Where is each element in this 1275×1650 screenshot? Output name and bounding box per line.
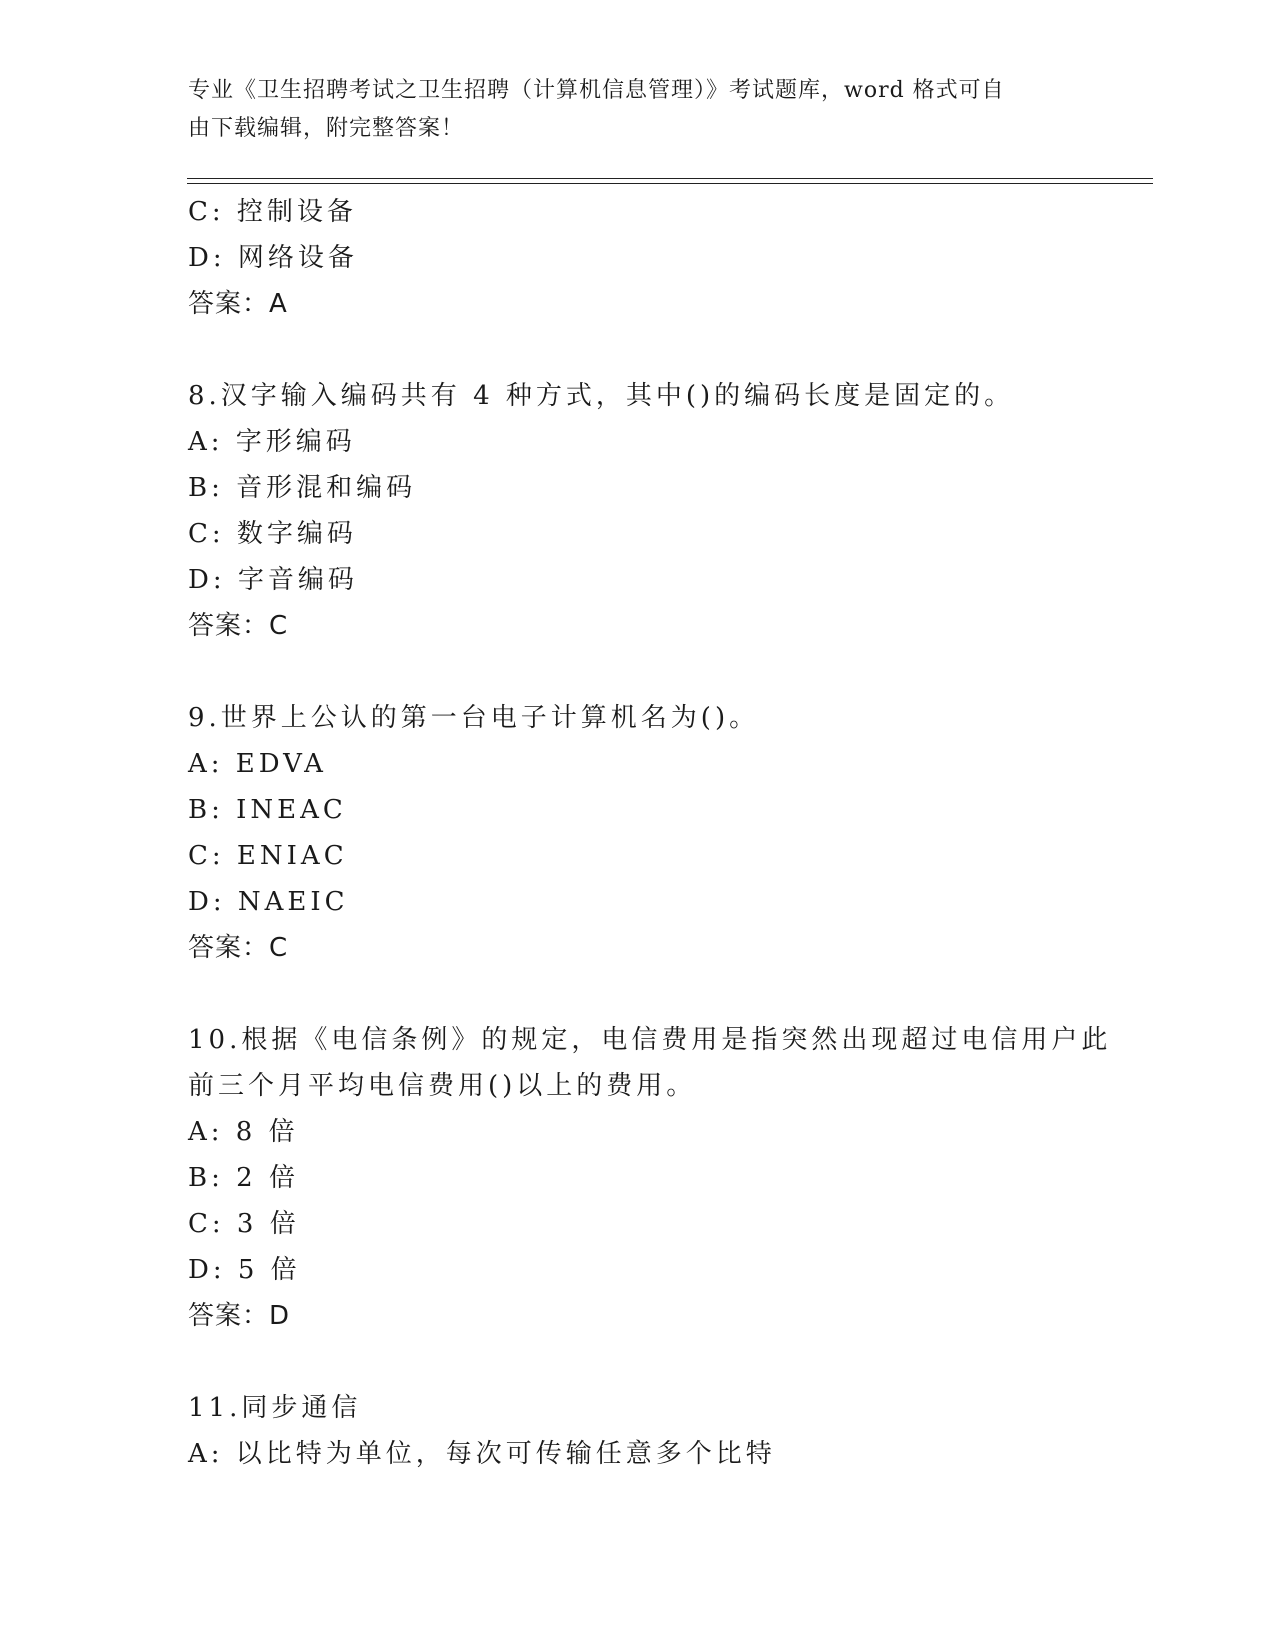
header-line-1: 专业《卫生招聘考试之卫生招聘（计算机信息管理）》考试题库，word 格式可自 — [188, 78, 1005, 103]
spacer — [188, 327, 1088, 373]
answer-line: 答案：D — [188, 1301, 291, 1331]
question-list — [188, 189, 1112, 1477]
option-c: C: 数字编码 — [188, 519, 357, 549]
option-d: D: 字音编码 — [188, 565, 358, 595]
option-a: A: 以比特为单位，每次可传输任意多个比特 — [188, 1439, 776, 1469]
option-b: B: INEAC — [188, 795, 347, 825]
spacer — [188, 971, 1088, 1017]
option-d: D: NAEIC — [188, 887, 349, 917]
question-stem-line-2: 前三个月平均电信费用()以上的费用。 — [188, 1071, 697, 1101]
option-c: C: 3 倍 — [188, 1209, 300, 1239]
question-stem-line-1: 10.根据《电信条例》的规定，电信费用是指突然出现超过电信用户此 — [188, 1025, 1112, 1055]
question-stem: 9.世界上公认的第一台电子计算机名为()。 — [188, 703, 760, 733]
answer-line: 答案：C — [188, 611, 289, 641]
spacer — [188, 649, 1088, 695]
header-divider-top — [187, 178, 1153, 179]
option-c: C: ENIAC — [188, 841, 348, 871]
option-d: D: 网络设备 — [188, 243, 358, 273]
answer-line: 答案：C — [188, 933, 289, 963]
option-a: A: 8 倍 — [188, 1117, 299, 1147]
question-block-7 — [188, 189, 1088, 327]
option-b: B: 2 倍 — [188, 1163, 299, 1193]
question-block-11 — [188, 1385, 1088, 1477]
spacer — [188, 1339, 1088, 1385]
document-header — [188, 72, 1088, 148]
header-line-2: 由下载编辑，附完整答案！ — [188, 116, 465, 141]
option-a: A: EDVA — [188, 749, 327, 779]
question-block-8 — [188, 373, 1088, 649]
question-stem: 8.汉字输入编码共有 4 种方式，其中()的编码长度是固定的。 — [188, 381, 1015, 411]
option-c: C: 控制设备 — [188, 197, 357, 227]
option-a: A: 字形编码 — [188, 427, 356, 457]
option-d: D: 5 倍 — [188, 1255, 301, 1285]
answer-line: 答案：A — [188, 289, 288, 319]
option-b: B: 音形混和编码 — [188, 473, 417, 503]
question-stem: 11.同步通信 — [188, 1393, 362, 1423]
header-divider-bottom — [187, 183, 1153, 184]
question-block-9 — [188, 695, 1088, 971]
question-block-10 — [188, 1017, 1112, 1339]
